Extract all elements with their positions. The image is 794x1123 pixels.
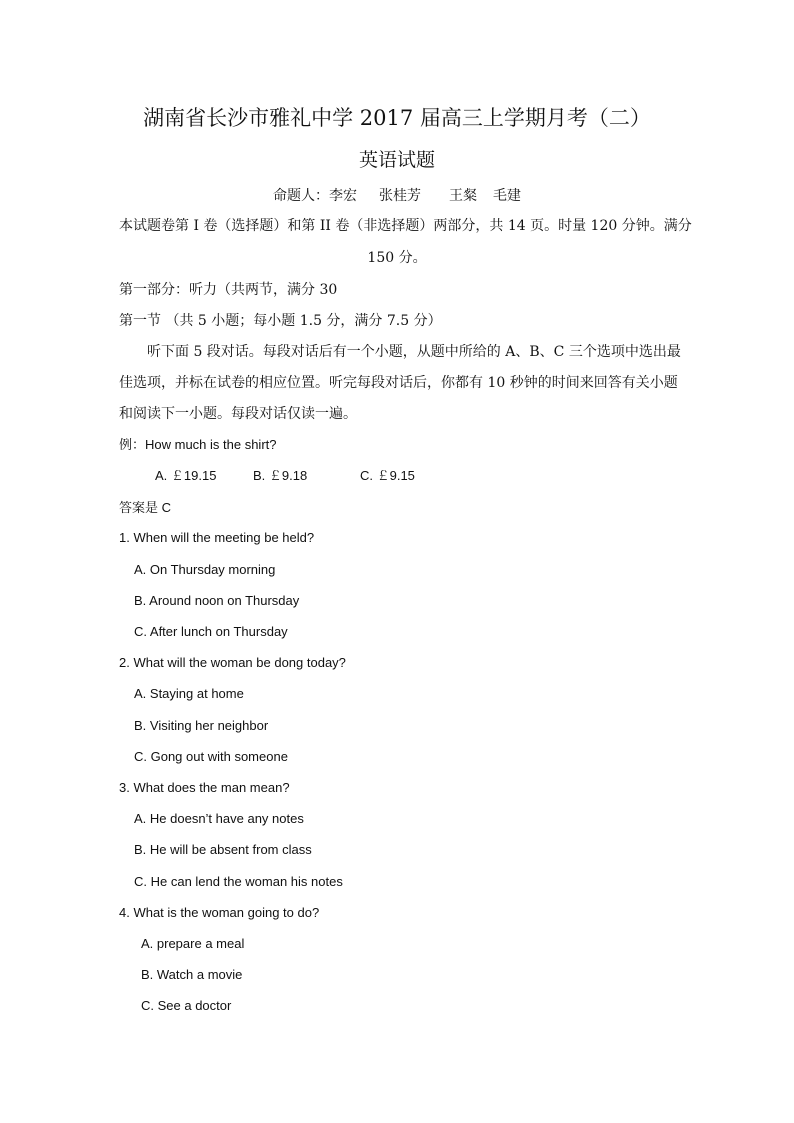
question-4-option-c: C. See a doctor — [141, 998, 232, 1013]
example-option: B. ￡9.18 — [253, 468, 308, 483]
question-1-option-b: B. Around noon on Thursday — [134, 593, 300, 608]
intro-line: 本试题卷第 I 卷（选择题）和第 II 卷（非选择题）两部分，共 14 页。时量 120 分钟。满分 — [119, 218, 692, 234]
exam-subtitle: 英语试题 — [358, 149, 435, 171]
question-1: 1. When will the meeting be held? — [119, 530, 315, 545]
example-answer: 答案是 C — [119, 500, 172, 515]
question-4-option-a: A. prepare a meal — [141, 936, 245, 951]
question-1-option-a: A. On Thursday morning — [134, 562, 276, 577]
directions-line: 听下面 5 段对话。每段对话后有一个小题，从题中所给的 A、B、C 三个选项中选出最 — [147, 344, 681, 360]
authors-label: 命题人： — [273, 188, 329, 204]
intro-line: 150 分。 — [367, 250, 427, 266]
question-2-option-a: A. Staying at home — [134, 686, 244, 701]
authors-line — [0, 186, 794, 206]
question-2-option-c: C. Gong out with someone — [134, 749, 288, 764]
question-2: 2. What will the woman be dong today? — [119, 655, 346, 670]
author-name: 王粲 — [449, 188, 477, 204]
part-heading: 第一部分：听力（共两节，满分 30 — [119, 282, 338, 298]
example-option: A. ￡19.15 — [155, 468, 217, 483]
author-name: 张桂芳 — [379, 188, 421, 204]
question-2-option-b: B. Visiting her neighbor — [134, 718, 269, 733]
author-name: 毛建 — [493, 188, 521, 204]
question-4-option-b: B. Watch a movie — [141, 967, 243, 982]
question-4: 4. What is the woman going to do? — [119, 905, 320, 920]
example-options — [155, 466, 415, 486]
question-3-option-c: C. He can lend the woman his notes — [134, 874, 343, 889]
question-3-option-b: B. He will be absent from class — [134, 842, 312, 857]
question-3-option-a: A. He doesn’t have any notes — [134, 811, 304, 826]
example-question: 例：How much is the shirt? — [119, 437, 277, 452]
example-option: C. ￡9.15 — [360, 468, 415, 483]
question-1-option-c: C. After lunch on Thursday — [134, 624, 288, 639]
author-name: 李宏 — [329, 188, 357, 204]
section-heading: 第一节 （共 5 小题；每小题 1.5 分，满分 7.5 分） — [119, 313, 442, 329]
question-3: 3. What does the man mean? — [119, 780, 290, 795]
directions-line: 佳选项，并标在试卷的相应位置。听完每段对话后，你都有 10 秒钟的时间来回答有关小题 — [119, 375, 678, 391]
directions-line: 和阅读下一小题。每段对话仅读一遍。 — [119, 406, 357, 422]
exam-title: 湖南省长沙市雅礼中学 2017 届高三上学期月考（二） — [143, 106, 651, 130]
